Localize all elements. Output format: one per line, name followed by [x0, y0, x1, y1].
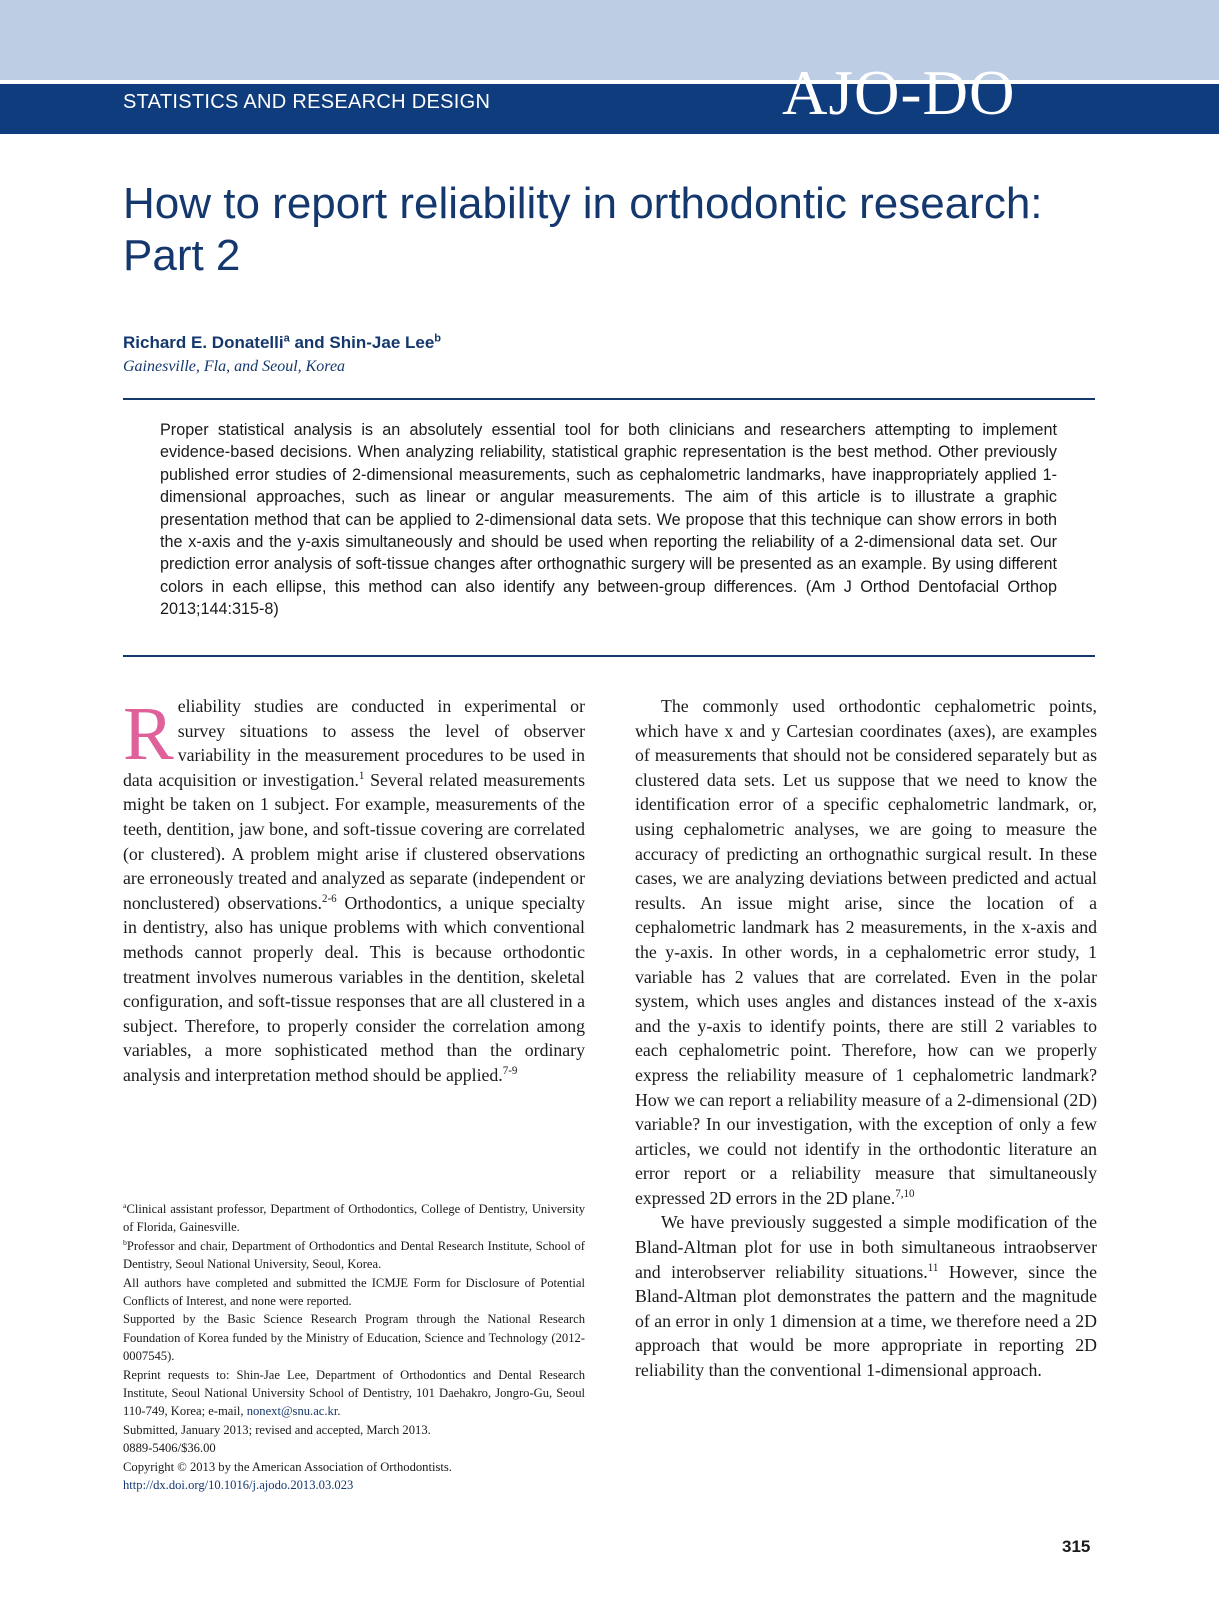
citation-ref[interactable]: 2-6: [321, 892, 337, 905]
body-text: eliability studies are conducted in experimental or survey situations to assess the level of observer variability in the measurement procedures to be used in data acquisition or investigation.: [123, 696, 585, 790]
author-list: [123, 333, 441, 353]
affiliation-mark: a: [283, 332, 290, 345]
section-label: STATISTICS AND RESEARCH DESIGN: [123, 91, 491, 113]
body-text: Orthodontics, a unique specialty in dentistry, also has unique problems with which conventional methods cannot properly deal. This is because orthodontic treatment involves numerous variables in the dentition, skeletal configuration, and soft-tissue responses that are all clustered in a subject. Therefore, to properly consider the correlation among variables, a more sophisticated method than the ordinary analysis and interpretation method should be applied.: [123, 892, 585, 1085]
doi-link[interactable]: http://dx.doi.org/10.1016/j.ajodo.2013.03.023: [123, 1478, 354, 1493]
footnote-affiliation-a: $^a$Clinical assistant professor, Department of Orthodontics, College of Dentistry, University of Florida, Gainesville.: [123, 1200, 585, 1235]
page-number: 315: [1062, 1537, 1091, 1556]
drop-cap: R: [123, 692, 174, 776]
body-text: The commonly used orthodontic cephalometric points, which have x and y Cartesian coordinates (axes), are examples of measurements that should not be considered separately but as clustered data sets. Let us suppose that we need to know the identification error of a specific cephalometric landmark, or, using cephalometric analyses, we are going to measure the accuracy of predicting an orthognathic surgical result. In these cases, we are analyzing deviations between predicted and actual results. An issue might arise, since the location of a cephalometric landmark has 2 measurements, in the x-axis and the y-axis. In other words, in a cephalometric error study, 1 variable has 2 values that are correlated. Even in the polar system, which uses angles and distances instead of the x-axis and the y-axis to identify points, there are still 2 variables to each cephalometric point. Therefore, how can we properly express the reliability measure of 1 cephalometric landmark? How we can report a reliability measure of a 2-dimensional (2D) variable? In our investigation, with the exception of only a few articles, we could not identify in the orthodontic literature an error report or a reliability measure that simultaneously expressed 2D errors in the 2D plane.: [635, 696, 1097, 1208]
author-affiliation: Gainesville, Fla, and Seoul, Korea: [123, 358, 346, 375]
footnote-funding: Supported by the Basic Science Research Program through the National Research Foundation of Korea funded by the Ministry of Education, Science and Technology (2012-0007545).: [123, 1312, 585, 1364]
footnote-affiliation-b: $^b$Professor and chair, Department of Orthodontics and Dental Research Institute, School of Dentistry, Seoul National University, Seoul, Korea.: [123, 1237, 585, 1272]
body-paragraph: [635, 1210, 1097, 1382]
author-conjunction: and: [294, 333, 325, 352]
footnotes: [123, 1200, 585, 1495]
citation-ref[interactable]: 11: [927, 1261, 939, 1274]
citation-ref[interactable]: 1: [358, 769, 365, 782]
body-text: Several related measurements might be taken on 1 subject. For example, measurements of the teeth, dentition, jaw bone, and soft-tissue covering are correlated (or clustered). A problem might arise if clustered observations are erroneously treated and analyzed as separate (independent or nonclustered) observations.: [123, 769, 585, 913]
footnote-doi: [123, 1476, 585, 1494]
abstract-top-rule: [123, 398, 1095, 400]
footnote-submitted: Submitted, January 2013; revised and accepted, March 2013.: [123, 1422, 431, 1437]
citation-ref[interactable]: 7,10: [895, 1187, 915, 1200]
abstract-bottom-rule: [123, 655, 1095, 657]
author-name: Shin-Jae Lee: [329, 333, 435, 352]
author-name: Richard E. Donatelli: [123, 333, 284, 352]
email-link[interactable]: nonext@snu.ac.kr: [246, 1404, 338, 1419]
abstract: Proper statistical analysis is an absolutely essential tool for both clinicians and researchers attempting to implement evidence-based decisions. When analyzing reliability, statistical graphic representation is the best method. Other previously published error studies of 2-dimensional measurements, such as cephalometric landmarks, have inappropriately applied 1-dimensional approaches, such as linear or angular measurements. The aim of this article is to illustrate a graphic presentation method that can be applied to 2-dimensional data sets. We propose that this technique can show errors in both the x-axis and the y-axis simultaneously and should be used when reporting the reliability of a 2-dimensional data set. Our prediction error analysis of soft-tissue changes after orthognathic surgery will be presented as an example. By using different colors in each ellipse, this method can also identify any between-group differences. (Am J Orthod Dentofacial Orthop 2013;144:315-8): [160, 421, 1057, 619]
footnote-issn: 0889-5406/$36.00: [123, 1441, 216, 1456]
citation-ref[interactable]: 7-9: [502, 1064, 518, 1077]
body-paragraph: [635, 694, 1097, 1210]
body-text: We have previously suggested a simple modification of the Bland-Altman plot for use in both simultaneous intraobserver and interobserver reliability situations.: [635, 1212, 1097, 1282]
footnote-copyright: Copyright © 2013 by the American Association of Orthodontists.: [123, 1459, 452, 1474]
body-column-left: [123, 694, 585, 1088]
footnote-mark: b: [123, 1237, 127, 1247]
article-title: How to report reliability in orthodontic research: Part 2: [123, 179, 1043, 280]
footnote-icmje: All authors have completed and submitted the ICMJE Form for Disclosure of Potential Conflicts of Interest, and none were reported.: [123, 1275, 585, 1309]
body-text: However, since the Bland-Altman plot demonstrates the pattern and the magnitude of an error in only 1 dimension at a time, we therefore need a 2D approach that would be more appropriate in reporting 2D reliability than the conventional 1-dimensional approach.: [635, 1261, 1097, 1381]
journal-logo: AJO-DO: [782, 58, 1016, 128]
body-column-right: [635, 694, 1097, 1383]
footnote-reprint: Reprint requests to: Shin-Jae Lee, Department of Orthodontics and Dental Research Institute, Seoul National University School of Dentistry, 101 Daehakro, Jongro-Gu, Seoul 110-749, Korea; e-mail, nonext@snu.ac.kr.: [123, 1367, 585, 1419]
header-top-band: [0, 0, 1219, 80]
footnote-mark: a: [123, 1200, 127, 1210]
affiliation-mark: b: [434, 332, 442, 345]
body-paragraph: [123, 694, 585, 1088]
